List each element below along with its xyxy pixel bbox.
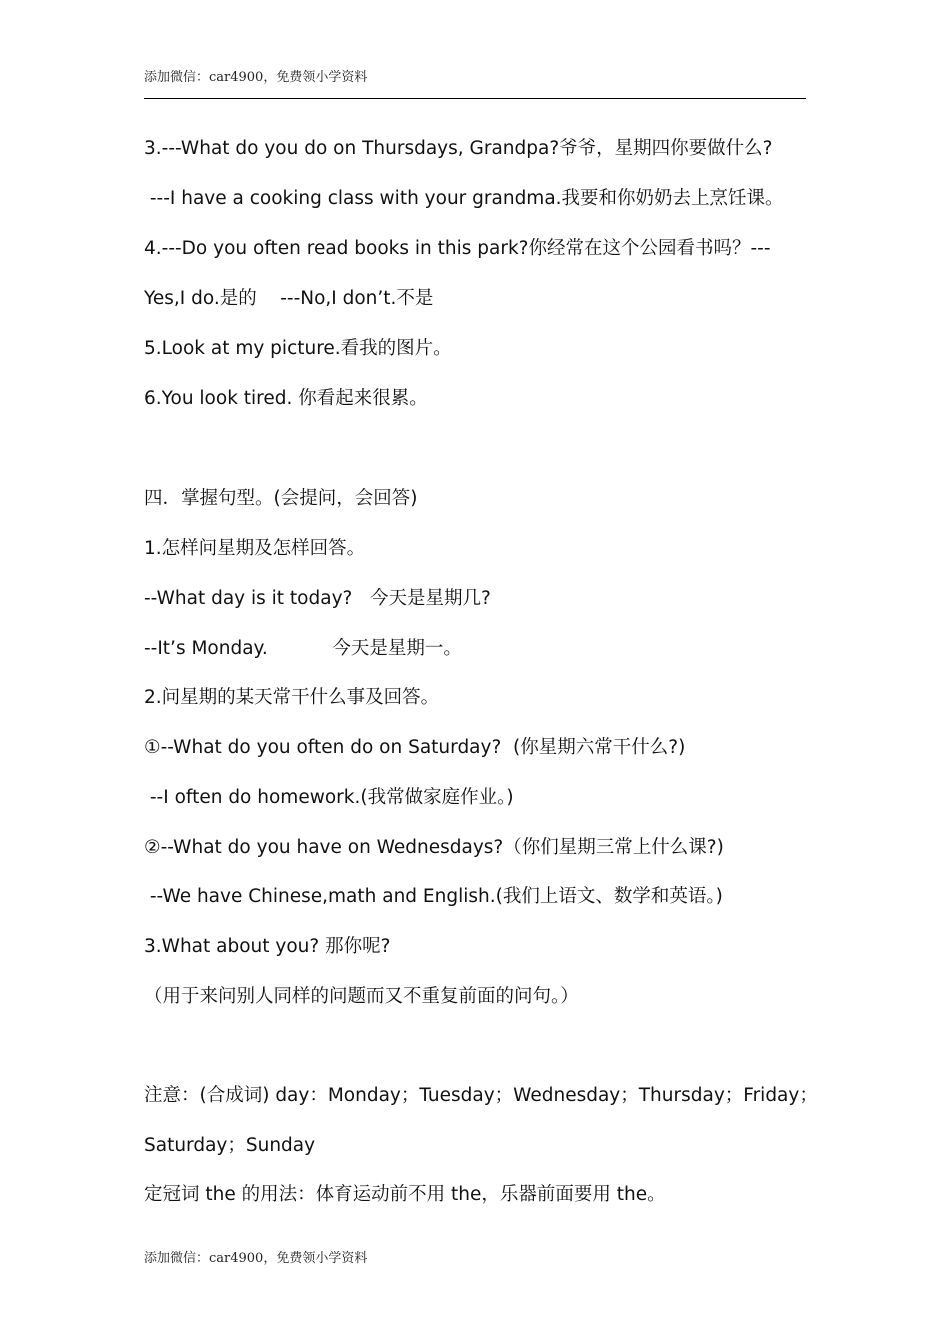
text-line-3: 4.---Do you often read books in this park?你经常在这个公园看书吗？---: [144, 238, 771, 259]
text-line-11: 2.问星期的某天常干什么事及回答。: [144, 687, 440, 708]
text-line-17: （用于来问别人同样的问题而又不重复前面的问句。）: [144, 986, 579, 1007]
text-line-2: ---I have a cooking class with your grandma.我要和你奶奶去上烹饪课。: [144, 188, 784, 209]
note-line-2: Saturday；Sunday: [144, 1135, 316, 1156]
text-line-1: 3.---What do you do on Thursdays, Grandpa?爷爷，星期四你要做什么?: [144, 138, 773, 159]
header-divider: [144, 98, 806, 99]
text-line-5: 5.Look at my picture.看我的图片。: [144, 338, 452, 359]
text-line-6: 6.You look tired. 你看起来很累。: [144, 388, 428, 409]
text-line-10: --It’s Monday. 今天是星期一。: [144, 638, 462, 659]
text-line-16: 3.What about you? 那你呢?: [144, 936, 391, 957]
text-line-9: --What day is it today? 今天是星期几?: [144, 588, 491, 609]
text-line-15: --We have Chinese,math and English.(我们上语文、数学和英语。): [144, 886, 723, 907]
text-line-8: 1.怎样问星期及怎样回答。: [144, 538, 366, 559]
section-heading-4: 四．掌握句型。(会提问，会回答): [144, 488, 418, 509]
text-line-14: ②--What do you have on Wednesdays?（你们星期三常上什么课?): [144, 837, 724, 858]
page-footer-note: 添加微信：car4900，免费领小学资料: [144, 1251, 368, 1266]
note-line-3: 定冠词 the 的用法：体育运动前不用 the，乐器前面要用 the。: [144, 1184, 666, 1205]
text-line-13: --I often do homework.(我常做家庭作业。): [144, 787, 514, 808]
note-line-1: 注意：(合成词) day：Monday；Tuesday；Wednesday；Thursday；Friday；: [144, 1085, 818, 1106]
text-line-4: Yes,I do.是的 ---No,I don’t.不是: [144, 288, 434, 309]
text-line-12: ①--What do you often do on Saturday? (你星期六常干什么?): [144, 737, 686, 758]
page-header-note: 添加微信：car4900，免费领小学资料: [144, 70, 368, 85]
